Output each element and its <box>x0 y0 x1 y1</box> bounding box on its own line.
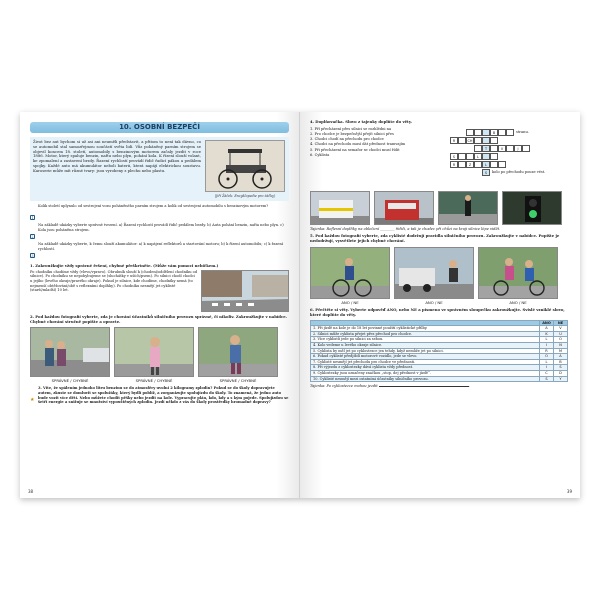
left-page <box>20 112 300 498</box>
statement-cell: 5. Cyklista by měl jet po cyklostezce jen tehdy, když nemůže jet po silnici. <box>311 348 540 354</box>
photo-label: SPRÁVNÉ / CHYBNÉ <box>219 378 257 384</box>
exercise-3-text: 3. Víte, že spálením jednoho litru benzinu se do atmosféry uvolní 2 kilogramy zplodin? Pokud se do školy dopravujete autem, zkuste se domluvit se spolužáky, který bydlí poblíž, a zorganizujte spolujízdu do školy. To znamená, že jedno auto bude vozit více dětí. Nebo můžete chodit pěšky nebo jezdit na kole. Vypracujte plán, kdo, kdy a s kým pojede. Spolujízdou se šetří energie a snižuje se množství vypouštěných zplodin. Jezdí někdo z vás do školy prostředky hromadné dopravy? <box>38 386 289 405</box>
ambulance-photo <box>310 191 370 225</box>
yes-letter-cell[interactable]: L <box>540 359 554 365</box>
cyclists-photo <box>310 247 390 299</box>
car-cyclist-photo <box>394 247 474 299</box>
photo-label: ANO / NE <box>509 299 527 305</box>
statement-cell: 3. Více cyklistů jede po silnici za sebou. <box>311 337 540 343</box>
chapter-title: 10. OSOBNÍ BEZPEČÍ <box>30 122 289 133</box>
right-page <box>300 112 580 498</box>
pedestrians-photo <box>30 327 110 377</box>
grid-letter: B <box>490 129 498 136</box>
grid-letter: R <box>450 161 458 168</box>
statement-cell: 2. Silnici může cyklista přejet přes přechod pro chodce. <box>311 331 540 337</box>
grid-letter: L <box>482 161 490 168</box>
no-letter-cell[interactable]: O <box>554 337 568 343</box>
table-row <box>311 376 568 382</box>
no-letter-cell[interactable]: M <box>554 348 568 354</box>
exercise-1-heading: 1. Zakroužkujte vždy správné řešení, chybné přeškrtněte. (Může vám pomoci nebíčkem.) <box>30 263 219 268</box>
no-letter-cell[interactable]: S <box>554 365 568 371</box>
exercise-4-caption: Tajenka: Reflexní doplňky na oblečení ________ řidiči, a tak je chodec při chůzi na kraji silnice lépe vidět. <box>310 226 501 231</box>
photo-label: SPRÁVNÉ / CHYBNÉ <box>135 378 173 384</box>
clue-tail: kolo po přechodu pouze vést. <box>492 169 546 174</box>
yes-letter-cell[interactable]: I <box>540 365 554 371</box>
yes-letter-cell[interactable]: L <box>540 337 554 343</box>
grid-letter: S <box>482 169 490 176</box>
intro-question-3: 3 Na základě ukázky vyberte, k čemu slouží akumulátor: a) k napájení reflektorů a startování motoru; b) k řízení automobilu; c) k řazení rychlostí. <box>31 242 284 258</box>
exercise-marker-icon: 1 <box>31 216 34 220</box>
statement-cell: 4. Kolo vedeme u levého okraje silnice. <box>311 342 540 348</box>
crossword-clue: 6. Cyklista <box>310 152 330 157</box>
intro-questions <box>30 204 289 261</box>
exercise-6-caption: Tajenka: Po cyklostezce mohou jezdit . <box>310 384 471 389</box>
page-number-right: 39 <box>566 489 572 494</box>
photo-label: ANO / NE <box>341 299 359 305</box>
photo-item <box>30 327 110 383</box>
statement-cell: 8. Při výjezdu z cyklostezky dává cyklista vždy přednost. <box>311 365 540 371</box>
exercise-1 <box>30 264 289 312</box>
no-letter-cell[interactable]: N <box>554 342 568 348</box>
no-letter-cell[interactable]: V <box>554 326 568 332</box>
grid-letter: T <box>482 145 490 152</box>
no-letter-cell[interactable]: A <box>554 354 568 360</box>
exercise-5 <box>310 234 570 305</box>
intro-question-2: 2 Na základě ukázky vyberte správné tvrzení. a) Řazení rychlostí provádí řidič pedálem brzdy. b) Auta pohání benzin, nafta nebo plyn. c) Kola jsou poháněna strojem. <box>31 223 284 239</box>
traffic-light-photo <box>502 191 562 225</box>
grid-letter: J <box>514 145 522 152</box>
crossword-grid <box>452 127 570 189</box>
exercise-4-heading: 4. Doplňovačka. Slovo z tajenky doplňte do věty. <box>310 119 412 124</box>
tram-photo <box>374 191 434 225</box>
photo-item <box>114 327 194 383</box>
yes-letter-cell[interactable]: S <box>540 376 554 382</box>
boy-photo <box>198 327 278 377</box>
exercise-2-photos <box>30 327 289 383</box>
grid-letter: V <box>498 145 506 152</box>
yes-no-table <box>310 320 568 383</box>
yes-letter-cell[interactable]: K <box>540 331 554 337</box>
exercise-5-heading: 5. Pod každou fotografií vyberte, zda cyklisté dodržují pravidla silničního provozu. Zakroužkujte v nabídce. Popište je nedodržují, vysvětlete jejich chybné chování. <box>310 233 560 244</box>
no-letter-cell[interactable]: U <box>554 331 568 337</box>
grid-letter: R <box>450 137 458 144</box>
photo-label: ANO / NE <box>425 299 443 305</box>
intro-text: Život bez aut bychom si už asi ani neuměli představit, a přitom to není tak dávno, co se automobil stal samozřejmou součástí světa lidí. Vůz poháněný parním strojem se objevil koncem 18. století, automobily s benzinovým motorem začaly jezdit v roce 1886. Motor, který spaluje benzin, naftu nebo plyn, pohání kola. K řízení slouží volant, ke zpomalení a zastavení brzdy. Řazení rychlostí provádí řidič řadicí pákou a pedálem spojky. Každé auto má akumulátor neboli baterii, která napájí elektrickou soustavu. Karoserie může mít různé tvary: jsou vyrobeny z plechu nebo plastu. <box>33 139 201 173</box>
grid-letter: L <box>474 153 482 160</box>
intro-box <box>30 137 289 201</box>
vintage-car-figure <box>204 140 286 198</box>
table-header-no: NE <box>554 320 568 326</box>
textbook-spread <box>20 112 580 498</box>
crossword <box>310 127 570 189</box>
page-number-left: 38 <box>28 489 34 494</box>
photo-label: SPRÁVNÉ / CHYBNÉ <box>51 378 89 384</box>
yes-letter-cell[interactable]: I <box>540 342 554 348</box>
crossword-clue: 4. Chodci na přechodu musí dát přednost tramvajím <box>310 142 406 147</box>
exercise-marker-icon: 3 <box>31 254 34 258</box>
photo-item <box>478 247 558 305</box>
yes-letter-cell[interactable]: A <box>540 326 554 332</box>
statement-cell: 1. Při jízdě na kole je do 18 let povinné použití cyklistické přilby. <box>311 326 540 332</box>
exercise-2 <box>30 315 289 384</box>
exercise-marker-icon: 2 <box>31 235 34 239</box>
crossword-clue: 2. Pro chodce je bezpečnější přejít silnici přes <box>310 132 394 136</box>
exercise-6-heading: 6. Přečtěte si věty. Vyberte odpověď ANO, nebo NE a písmeno ve správném sloupečku zakroužkujte. Svislé vzniklé slovo, které doplňte do věty. <box>310 306 565 317</box>
two-cyclists-photo <box>478 247 558 299</box>
crossword-clue: 5. Při přecházení na semafor se chodci musí řídit <box>310 147 400 152</box>
girl-photo <box>114 327 194 377</box>
grid-letter: Z <box>466 161 474 168</box>
exercise-1-text: Po chodníku chodíme vždy (vlevo/vpravo). Obrubník slouží k (chodení/oddělení chodníku od silnice). Po chodníku se nepohybujeme se (sluchátky v uších/psem). Po silnici chodí chodci u jejího (levého okraje/pravého okraje). Pokud je silnice, kde chodíme, chodníky nemá (to nejmenší obtěžování/obě s reflexními doplňky). Po chodníku nesmějí jet cyklisté (starší/mladší) 10 let. <box>30 269 198 293</box>
crossword-clues <box>310 127 460 189</box>
star-icon: ★ <box>30 397 35 404</box>
table-header-yes: ANO <box>540 320 554 326</box>
car-caption: (Jiří Žáček: Encyklopedie pro žáčky) <box>214 194 276 198</box>
street-photo <box>201 270 289 312</box>
yes-letter-cell[interactable]: O <box>540 354 554 360</box>
clue-tail: stranu. <box>516 129 529 134</box>
photo-item <box>394 247 474 305</box>
answer-line[interactable] <box>379 384 469 387</box>
exercise-6 <box>310 308 570 389</box>
statement-cell: 10. Cyklisté nesmějí mezi ostatními účastníky silničního provozu. <box>311 376 540 382</box>
photo-item <box>198 327 278 383</box>
no-letter-cell[interactable]: D <box>554 370 568 376</box>
crossword-clue: 3. Chodci chodí na přechodu pro chodce <box>310 137 384 142</box>
statement-cell: 9. Cyklostezky jsou označeny značkou „stop, dej přednost v jízdě“. <box>311 370 540 376</box>
exercise-5-photos <box>310 247 570 305</box>
exercise-3 <box>30 386 289 405</box>
yes-letter-cell[interactable]: C <box>540 370 554 376</box>
exercise-4-photos <box>310 191 570 225</box>
crossword-clue: 1. Pří přecházení přes silnici se rozhlédni na <box>310 126 392 131</box>
photo-item <box>310 247 390 305</box>
intro-question-1: 1 Kolik století uplynulo od sestrojení vozu poháněného parním strojem a kolik od sestrojení automobilu s benzinovým motorem? <box>31 204 269 220</box>
vintage-car-image <box>205 140 285 192</box>
yes-letter-cell[interactable]: R <box>540 348 554 354</box>
statement-cell: 6. Pokud cyklisté předjíždí motorové vozidlo, jede se vlevo. <box>311 354 540 360</box>
no-letter-cell[interactable]: B <box>554 359 568 365</box>
exercise-2-heading: 2. Pod každou fotografií vyberte, zda je chování účastníků silničního provozu správné, či nikoliv. Zakroužkujte v nabídce. Chybné chování stručně popište a opravte. <box>30 313 288 324</box>
statement-cell: 7. Cyklisté nesmějí jet přechodu pro chodce ve přednosti. <box>311 359 540 365</box>
crossing-photo <box>438 191 498 225</box>
grid-letter: CH <box>467 138 473 143</box>
grid-letter: S <box>450 153 458 160</box>
no-letter-cell[interactable]: Y <box>554 376 568 382</box>
